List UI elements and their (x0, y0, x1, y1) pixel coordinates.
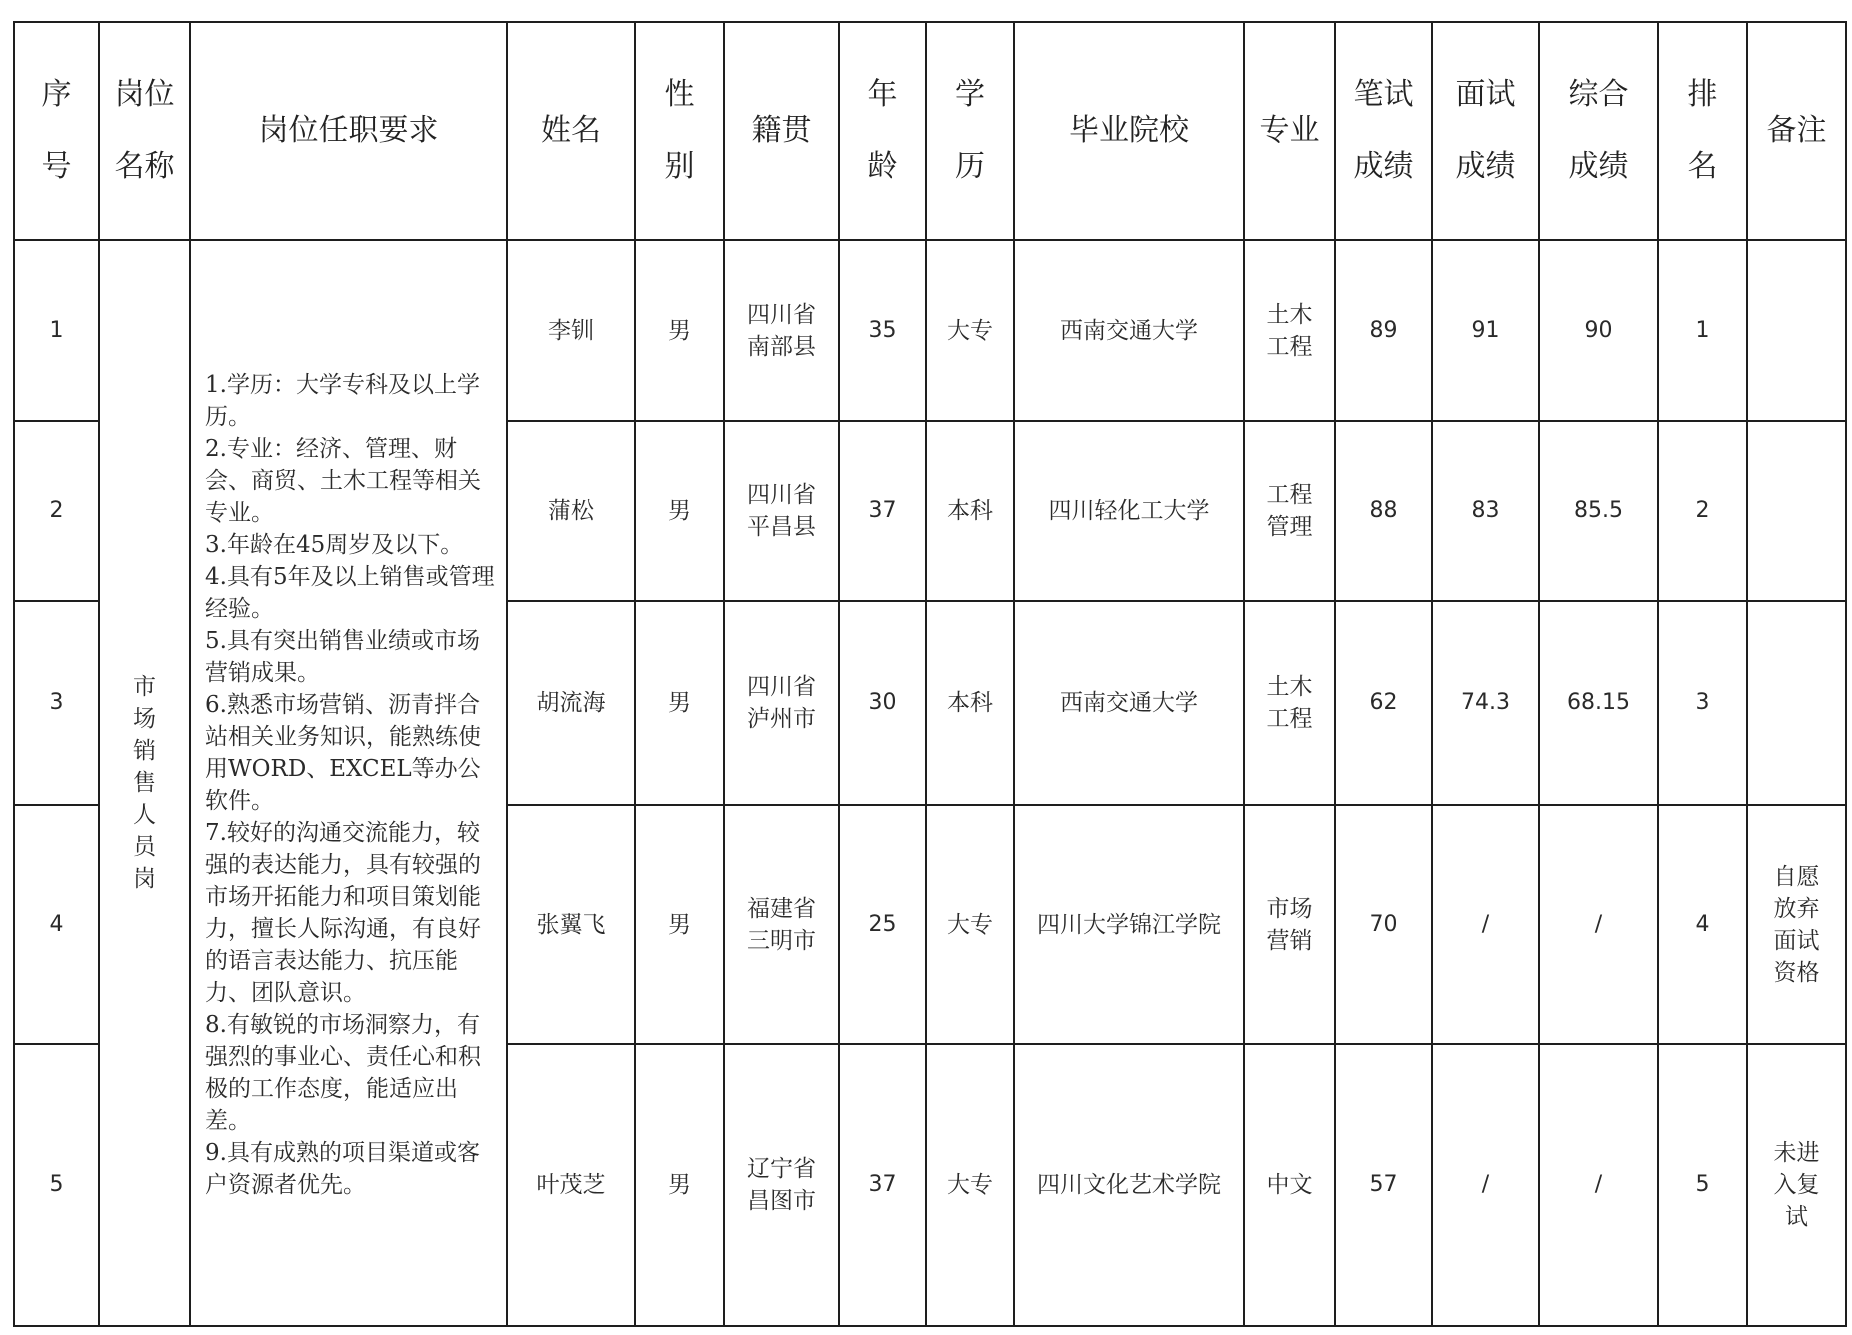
cell-origin: 四川省 平昌县 (724, 421, 839, 601)
cell-age: 37 (839, 421, 926, 601)
cell-major: 工程 管理 (1244, 421, 1335, 601)
col-education-header: 学 历 (926, 22, 1014, 240)
cell-post-name: 市 场 销 售 人 员 岗 (99, 240, 190, 1326)
cell-name: 叶茂芝 (507, 1044, 635, 1326)
cell-total-score: 90 (1539, 240, 1658, 421)
cell-remark: 未进 入复 试 (1747, 1044, 1846, 1326)
cell-education: 大专 (926, 805, 1014, 1044)
cell-written-score: 70 (1335, 805, 1432, 1044)
col-requirements-header: 岗位任职要求 (190, 22, 507, 240)
cell-remark: 自愿 放弃 面试 资格 (1747, 805, 1846, 1044)
cell-name: 李钏 (507, 240, 635, 421)
cell-rank: 5 (1658, 1044, 1747, 1326)
cell-seq: 1 (14, 240, 99, 421)
header-row (14, 22, 1846, 240)
col-origin-header: 籍贯 (724, 22, 839, 240)
cell-school: 西南交通大学 (1014, 240, 1244, 421)
cell-education: 大专 (926, 1044, 1014, 1326)
col-major-header: 专业 (1244, 22, 1335, 240)
cell-age: 30 (839, 601, 926, 805)
col-remark-header: 备注 (1747, 22, 1846, 240)
cell-education: 本科 (926, 601, 1014, 805)
cell-major: 土木 工程 (1244, 601, 1335, 805)
candidate-table (13, 21, 1847, 1327)
cell-name: 蒲松 (507, 421, 635, 601)
cell-total-score: 68.15 (1539, 601, 1658, 805)
cell-rank: 1 (1658, 240, 1747, 421)
cell-seq: 3 (14, 601, 99, 805)
cell-gender: 男 (635, 1044, 724, 1326)
cell-gender: 男 (635, 421, 724, 601)
cell-major: 市场 营销 (1244, 805, 1335, 1044)
cell-requirements: 1.学历：大学专科及以上学历。 2.专业：经济、管理、财会、商贸、土木工程等相关专业。 3.年龄在45周岁及以下。 4.具有5年及以上销售或管理经验。 5.具有突出销售业绩或市场营销成果。 6.熟悉市场营销、沥青拌合站相关业务知识，能熟练使用WORD、EXCEL等办公软件。 7.较好的沟通交流能力，较强的表达能力，具有较强的市场开拓能力和项目策划能力，擅长人际沟通，有良好的语言表达能力、抗压能力、团队意识。 8.有敏锐的市场洞察力，有强烈的事业心、责任心和积极的工作态度，能适应出差。 9.具有成熟的项目渠道或客户资源者优先。 (190, 240, 507, 1326)
cell-origin: 四川省 泸州市 (724, 601, 839, 805)
col-name-header: 姓名 (507, 22, 635, 240)
col-total-header: 综合 成绩 (1539, 22, 1658, 240)
cell-name: 张翼飞 (507, 805, 635, 1044)
cell-interview-score: 91 (1432, 240, 1539, 421)
cell-total-score: / (1539, 1044, 1658, 1326)
cell-age: 37 (839, 1044, 926, 1326)
cell-rank: 4 (1658, 805, 1747, 1044)
cell-total-score: / (1539, 805, 1658, 1044)
cell-school: 四川大学锦江学院 (1014, 805, 1244, 1044)
results-sheet (13, 21, 1847, 1327)
cell-gender: 男 (635, 240, 724, 421)
cell-written-score: 62 (1335, 601, 1432, 805)
cell-name: 胡流海 (507, 601, 635, 805)
cell-age: 25 (839, 805, 926, 1044)
cell-age: 35 (839, 240, 926, 421)
cell-school: 四川文化艺术学院 (1014, 1044, 1244, 1326)
cell-major: 中文 (1244, 1044, 1335, 1326)
cell-school: 西南交通大学 (1014, 601, 1244, 805)
cell-seq: 5 (14, 1044, 99, 1326)
col-age-header: 年 龄 (839, 22, 926, 240)
col-seq-header: 序 号 (14, 22, 99, 240)
table-row (14, 240, 1846, 421)
col-rank-header: 排 名 (1658, 22, 1747, 240)
cell-remark (1747, 421, 1846, 601)
cell-education: 本科 (926, 421, 1014, 601)
cell-seq: 2 (14, 421, 99, 601)
cell-rank: 3 (1658, 601, 1747, 805)
cell-interview-score: / (1432, 805, 1539, 1044)
cell-origin: 福建省 三明市 (724, 805, 839, 1044)
cell-total-score: 85.5 (1539, 421, 1658, 601)
cell-gender: 男 (635, 601, 724, 805)
cell-school: 四川轻化工大学 (1014, 421, 1244, 601)
cell-written-score: 89 (1335, 240, 1432, 421)
col-gender-header: 性 别 (635, 22, 724, 240)
cell-major: 土木 工程 (1244, 240, 1335, 421)
col-interview-header: 面试 成绩 (1432, 22, 1539, 240)
col-written-header: 笔试 成绩 (1335, 22, 1432, 240)
cell-written-score: 57 (1335, 1044, 1432, 1326)
cell-gender: 男 (635, 805, 724, 1044)
cell-origin: 四川省 南部县 (724, 240, 839, 421)
cell-interview-score: 83 (1432, 421, 1539, 601)
cell-written-score: 88 (1335, 421, 1432, 601)
cell-origin: 辽宁省 昌图市 (724, 1044, 839, 1326)
cell-interview-score: / (1432, 1044, 1539, 1326)
cell-education: 大专 (926, 240, 1014, 421)
col-post-header: 岗位 名称 (99, 22, 190, 240)
cell-rank: 2 (1658, 421, 1747, 601)
cell-remark (1747, 601, 1846, 805)
cell-interview-score: 74.3 (1432, 601, 1539, 805)
cell-remark (1747, 240, 1846, 421)
cell-seq: 4 (14, 805, 99, 1044)
col-school-header: 毕业院校 (1014, 22, 1244, 240)
